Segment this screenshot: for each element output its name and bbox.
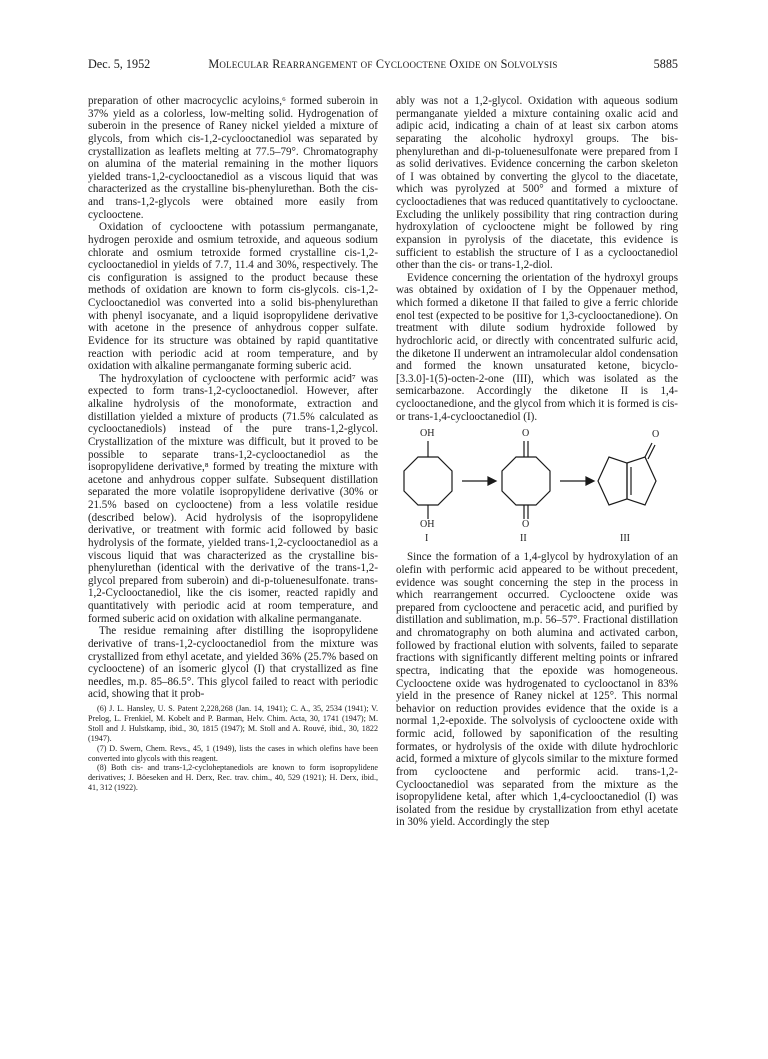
label-o-ii-bottom: O bbox=[522, 519, 530, 531]
label-o-iii: O bbox=[652, 429, 660, 441]
right-paragraph-1: ably was not a 1,2-glycol. Oxidation with aqueous sodium permanganate yielded a mixture containing oxalic acid and adipic acid, indicating a chain of at least six carbon atoms separating the alcoholic hydroxyl groups. The bis-phenylurethan and di-p-toluenesulfonate were prepared from I as solid derivatives. Evidence concerning the carbon skeleton of I was obtained by converting the glycol to the diacetate, which was pyrolyzed at 500° and formed a mixture of cyclooctadienes that was reduced quantitatively to cyclooctane. Excluding the unlikely possibility that ring contraction during hydroxylation of cyclooctene might be followed by ring expansion in pyrolysis of the diacetate, this evidence is sufficient to establish the structure of I as a cyclooctanediol other than the cis- or trans-1,2-diol. bbox=[396, 95, 678, 272]
footnote-7: (7) D. Swern, Chem. Revs., 45, 1 (1949), lists the cases in which olefins have been converted into glycols with this reagent. bbox=[88, 743, 378, 763]
footnotes bbox=[88, 704, 378, 793]
enone-carbonyl-2 bbox=[648, 445, 655, 459]
right-paragraph-3: Since the formation of a 1,4-glycol by hydroxylation of an olefin with performic acid appeared to be without precedent, evidence was sought concerning the step in the process in which rearrangement occurred. Cyclooctene oxide was prepared from cyclooctene and peracetic acid, and purified by distillation and sublimation, m.p. 56–57°. Fractional distillation and chromatography on both alumina and activated carbon, followed by fractional elution with solvents, failed to separate fractions with significantly different melting points or infrared spectra, indicating that the epoxide was homogeneous. Cyclooctene oxide was hydrogenated to cyclooctanol in 83% yield in the presence of Raney nickel at 125°. This normal behavior on reduction provides evidence that the oxide is a normal 1,2-epoxide. The solvolysis of cyclooctene oxide with formic acid, followed by saponification of the resulting formates, or hydrolysis of the oxide with dilute hydrochloric acid, formed a mixture of glycols similar to the mixture formed from cyclooctene and performic acid. trans-1,2-Cyclooctanediol was separated from the mixture as the isopropylidene ketal, after which 1,4-cyclooctanediol (I) was isolated from the residue by crystallization from ethyl acetate in 30% yield. Accordingly the step bbox=[396, 551, 678, 829]
left-column bbox=[88, 95, 378, 793]
right-column bbox=[396, 95, 678, 829]
footnote-6: (6) J. L. Hansley, U. S. Patent 2,228,268 (Jan. 14, 1941); C. A., 35, 2534 (1941); V. Prelog, L. Frenkiel, M. Kobelt and P. Barman, Helv. Chim. Acta, 30, 1741 (1947); M. Stoll and J. Hulstkamp, ibid., 30, 1815 (1947); M. Stoll and A. Rouvé, ibid., 30, 1822 (1947). bbox=[88, 704, 378, 743]
arrow-1-head bbox=[488, 477, 496, 485]
enone-carbonyl-1 bbox=[645, 443, 652, 457]
bicyclic-ring-left bbox=[598, 457, 627, 505]
header-page-number: 5885 bbox=[653, 57, 678, 71]
cyclooctane-ring-1 bbox=[404, 457, 452, 505]
compound-label-1: I bbox=[425, 533, 429, 545]
label-o-ii-top: O bbox=[522, 428, 530, 440]
compound-label-3: III bbox=[620, 533, 630, 545]
header-title: Molecular Rearrangement of Cyclooctene Oxide on Solvolysis bbox=[208, 57, 558, 71]
left-paragraph-4: The residue remaining after distilling the isopropylidene derivative of trans-1,2-cyclooctanediol from the mixture was crystallized from ethyl acetate, and yielded 36% (25.7% based on cyclooctene) of an isomeric glycol (I) that crystallized as fine needles, m.p. 85–86.5°. This glycol failed to react with periodic acid, showing that it prob- bbox=[88, 625, 378, 701]
footnote-8: (8) Both cis- and trans-1,2-cycloheptanediols are known to form isopropylidene derivatives; J. Böeseken and H. Derx, Rec. trav. chim., 40, 529 (1921); H. Derx, ibid., 41, 312 (1922). bbox=[88, 763, 378, 793]
running-header bbox=[88, 56, 678, 72]
left-paragraph-1: preparation of other macrocyclic acyloins,⁶ formed suberoin in 37% yield as a colorless, low-melting solid. Hydrogenation of suberoin in the presence of Raney nickel yielded a mixture of glycols, from which cis-1,2-cyclooctanediol was separated by crystallization as leaflets melting at 77.5–79°. Chromatography on alumina of the material remaining in the mother liquors yielded trans-1,2-cyclooctanediol as a viscous liquid that was characterized as the crystalline bis-phenylurethan. Both the cis- and trans-1,2-glycols were obtained more easily from cyclooctene. bbox=[88, 95, 378, 221]
label-oh-bottom: OH bbox=[420, 519, 435, 531]
compound-labels bbox=[396, 533, 678, 545]
header-date: Dec. 5, 1952 bbox=[88, 57, 151, 71]
compound-label-2: II bbox=[520, 533, 527, 545]
reaction-scheme-drawing bbox=[396, 425, 678, 533]
reaction-scheme bbox=[396, 425, 678, 533]
left-paragraph-3: The hydroxylation of cyclooctene with performic acid⁷ was expected to form trans-1,2-cyclooctanediol. However, after alkaline hydrolysis of the monoformate, extraction and distillation yielded a mixture of products (71.5% calculated as cyclooctanediols) instead of the pure trans-1,2-glycol. Crystallization of the mixture was difficult, but it proved to be possible to separate trans-1,2-cyclooctanediol as the isopropylidene derivative,⁸ formed by treating the mixture with acetone and anhydrous copper sulfate. Subsequent distillation separated the more volatile isopropylidene derivative (30% or 21.5% based on cyclooctene) from a less volatile residue (described below). Acid hydrolysis of the isopropylidene derivative, or treatment with formic acid followed by basic hydrolysis of the formate, yielded trans-1,2-cyclooctanediol as a viscous liquid that was characterized as the crystalline bis-phenylurethan (identical with the derivative of the trans-1,2-glycol prepared from suberoin) and di-p-toluenesulfonate. trans-1,2-Cyclooctanediol, like the cis isomer, reacted rapidly and quantitatively with periodic acid at room temperature, and formed suberic acid on oxidation with alkaline permanganate. bbox=[88, 372, 378, 625]
label-oh-top: OH bbox=[420, 428, 435, 440]
cyclooctane-ring-2 bbox=[502, 457, 550, 505]
left-paragraph-2: Oxidation of cyclooctene with potassium permanganate, hydrogen peroxide and osmium tetroxide, and aqueous sodium chlorate and osmium tetroxide formed crystalline cis-1,2-cyclooctanediol in yields of 7.7, 11.4 and 30%, respectively. The cis configuration is assigned to the product because these methods of oxidation are known to form cis-glycols. cis-1,2-Cyclooctanediol was converted into a solid bis-phenylurethan with phenyl isocyanate, and a liquid isopropylidene derivative with acetone in the presence of anhydrous copper sulfate. Evidence for its structure was obtained by rapid quantitative reaction with periodic acid at room temperature, and by oxidation with alkaline permanganate forming suberic acid. bbox=[88, 221, 378, 373]
right-paragraph-2: Evidence concerning the orientation of the hydroxyl groups was obtained by oxidation of I by the Oppenauer method, which formed a diketone II that failed to give a ferric chloride enol test (expected to be positive for 1,3-cyclooctanedione). On treatment with dilute sodium hydroxide followed by hydrochloric acid, or directly with concentrated sulfuric acid, the diketone II underwent an intramolecular aldol condensation and formed the known unsaturated ketone, bicyclo-[3.3.0]-1(5)-octen-2-one (III), which was isolated as the semicarbazone. Accordingly the diketone II is 1,4-cyclooctanedione, and the glycol from which it is formed is cis- or trans-1,4-cyclooctanediol (I). bbox=[396, 271, 678, 423]
arrow-2-head bbox=[586, 477, 594, 485]
